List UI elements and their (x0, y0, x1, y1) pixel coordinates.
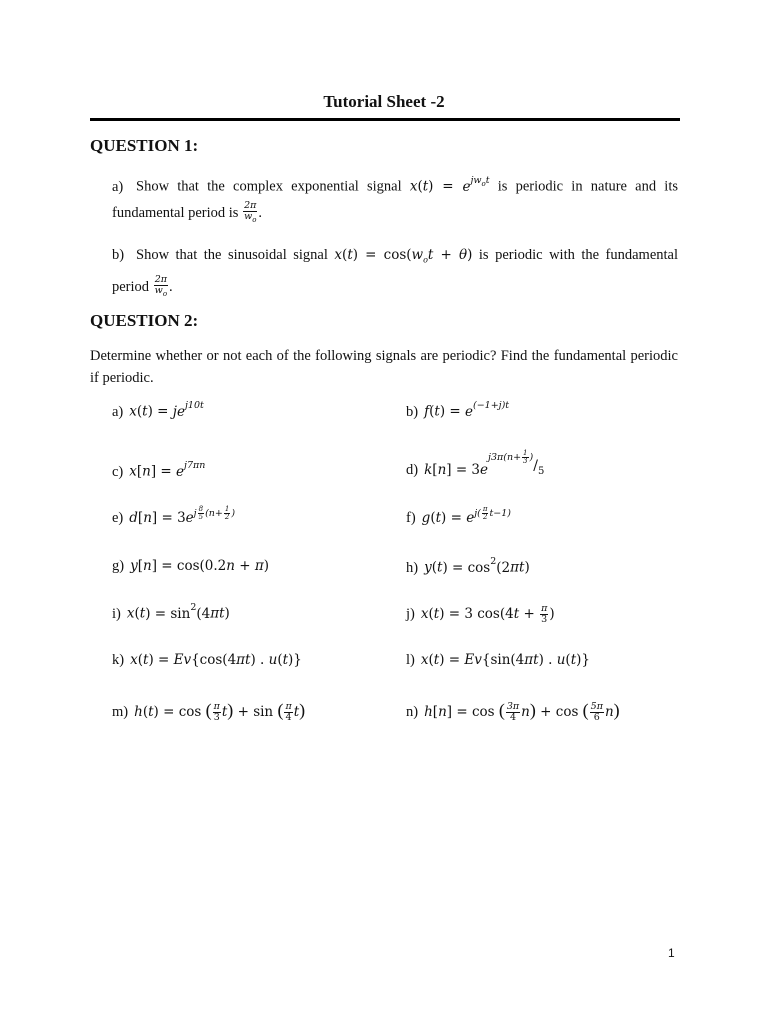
signal-e: e) $d[n] = 3e^{j \frac{8}{5} (n+ \frac{1}{2} )}$ (112, 505, 236, 526)
question-2-intro: Determine whether or not each of the following signals are periodic? Find the fundamental periodic if periodic. (90, 348, 678, 386)
signal-l: l) x(t) = Ev{sin(4πt) . u(t)} (406, 652, 590, 668)
question-1a: a) Show that the complex exponential signal $x(t) = e^{jw_ot}$ is periodic in nature and its fundamental period is $\frac{2\pi}{w_o}$ . (112, 175, 678, 225)
question-1b-end: . (169, 278, 173, 295)
signal-c: c) $x[n] = e^{j7\pi n}$ (112, 460, 206, 480)
question-1a-label: a) (112, 178, 124, 195)
question-1b-label: b) (112, 247, 125, 263)
signal-f: f) $g(t) = e^{j( \frac{\pi}{2} t-1)}$ (406, 505, 512, 526)
question-1b-text-1: Show that the sinusoidal signal (136, 247, 328, 263)
signal-a: a) $x(t) = je^{j10t}$ (112, 400, 204, 420)
question-1-heading: QUESTION 1: (90, 136, 199, 155)
title-divider (90, 118, 680, 121)
question-1b-period: $\frac{2\pi}{w_o}$ (154, 274, 168, 299)
question-2-heading: QUESTION 2: (90, 311, 199, 330)
signal-n: n) h[n] = cos ( $\frac{3\pi}{4}$ n) + cos ( $\frac{5\pi}{6}$ n) (406, 700, 620, 724)
question-1a-text-1: Show that the complex exponential signal (136, 178, 402, 195)
page-number: 1 (668, 946, 675, 960)
question-1a-period: $\frac{2\pi}{w_o}$ (244, 200, 257, 225)
question-1a-end: . (258, 204, 263, 221)
signal-m: m) h(t) = cos ( $\frac{\pi}{3}$ t) + sin ( $\frac{\pi}{4}$ t) (112, 700, 306, 724)
signal-h: h) $y(t) = \cos^2(2\pi t)$ (406, 556, 530, 576)
signal-k: k) x(t) = Ev{cos(4πt) . u(t)} (112, 652, 302, 668)
signal-b: b) $f(t) = e^{(-1+j)t}$ (406, 400, 510, 420)
signal-d: d) $k[n] = 3e^{j3\pi(n+ \frac{1}{3} )}/5$ (406, 449, 545, 478)
question-1b-text-2: is periodic with the fundamental period (112, 247, 679, 295)
question-1a-signal: x (409, 178, 418, 195)
page-title: Tutorial Sheet -2 (323, 92, 445, 111)
question-1a-text-2: is periodic in nature and its fundamental period is (112, 178, 678, 221)
signal-g: g) y[n] = cos(0.2n + π) (112, 558, 269, 574)
question-1b: b) Show that the sinusoidal signal $x(t) = \cos(w_ot + \theta)$ is periodic with the fundamental period $\frac{2\pi}{w_o}$ . (112, 242, 678, 300)
signal-j: j) x(t) = 3 cos(4t + $\frac{\pi}{3}$ ) (406, 603, 555, 625)
signal-i: i) $x(t) = \sin^2(4\pi t)$ (112, 602, 230, 622)
question-1b-signal: x (334, 247, 343, 263)
